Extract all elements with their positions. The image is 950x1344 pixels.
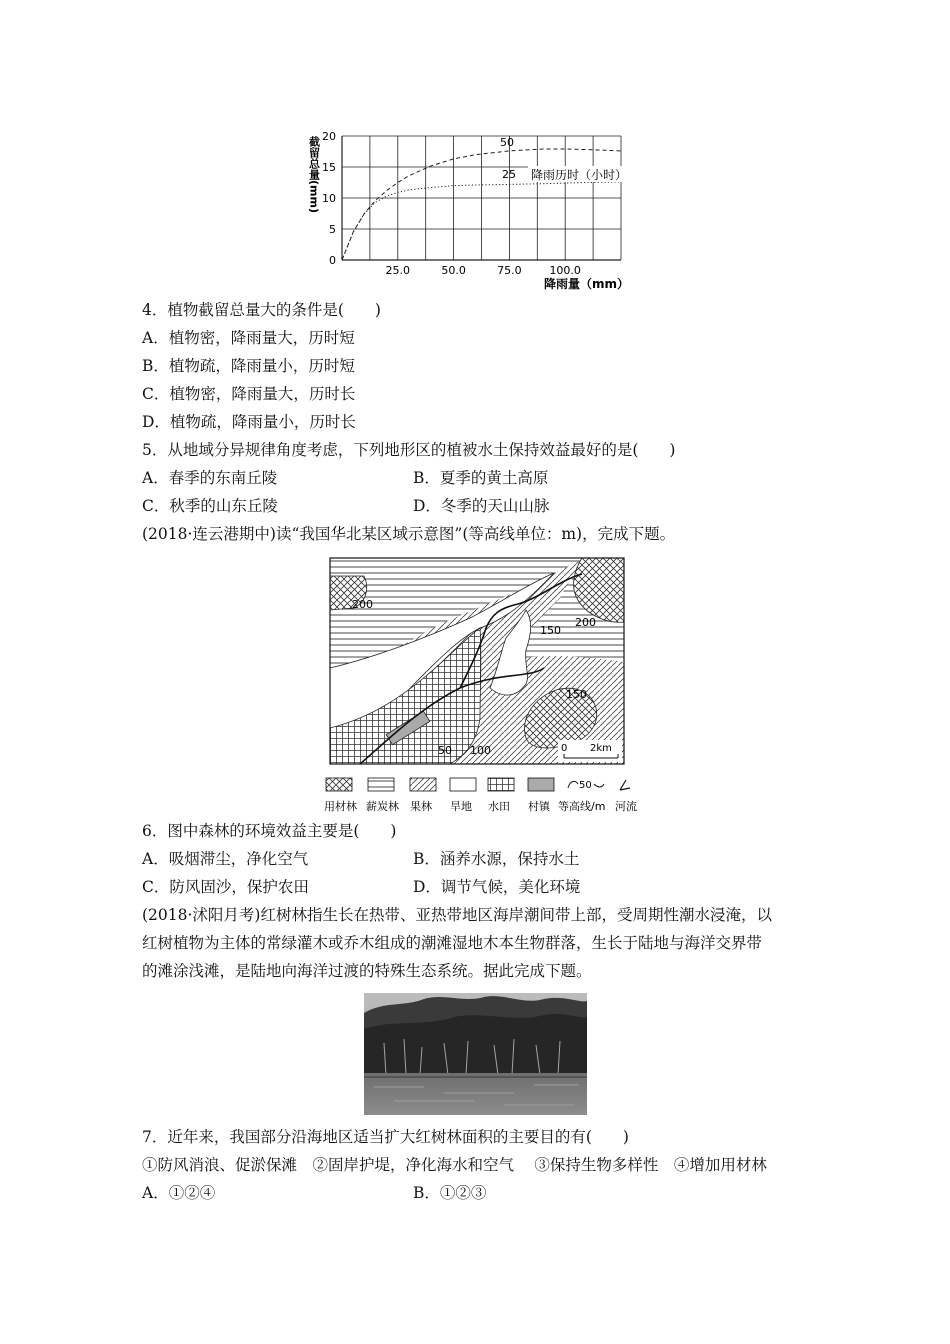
mangrove-intro-line-1: (2018·沭阳月考)红树林指生长在热带、亚热带地区海岸潮间带上部，受周期性潮水浸淹，以	[142, 906, 772, 924]
map-contour-label: 200	[575, 616, 596, 629]
map-contour-label: 150	[540, 624, 561, 637]
q5-stem: 5．从地域分异规律角度考虑，下列地形区的植被水土保持效益最好的是( )	[142, 441, 676, 459]
map-contour-label: 50	[438, 744, 452, 757]
chart-xlabel: 降雨量（mm）	[544, 277, 630, 291]
q6-option-b: B．涵养水源，保持水土	[413, 850, 580, 868]
y-tick-label: 15	[322, 161, 336, 174]
region-map	[312, 552, 642, 814]
legend-label: 水田	[488, 800, 510, 813]
map-scale-km: 2km	[590, 743, 612, 754]
q7-option-a: A．①②④	[142, 1184, 216, 1202]
series-label-50: 50	[500, 136, 514, 149]
q6-option-a: A．吸烟滞尘，净化空气	[142, 850, 309, 868]
mangrove-photo	[364, 993, 587, 1115]
x-tick-label: 25.0	[385, 264, 411, 277]
q6-option-c: C．防风固沙，保护农田	[142, 878, 309, 896]
mangrove-intro-line-2: 红树植物为主体的常绿灌木或乔木组成的潮滩湿地木本生物群落，生长于陆地与海洋交界带	[142, 934, 763, 952]
x-tick-label: 75.0	[497, 264, 522, 277]
q5-option-b: B．夏季的黄土高原	[413, 469, 549, 487]
q6-option-d: D．调节气候，美化环境	[413, 878, 581, 896]
q5-option-d: D．冬季的天山山脉	[413, 497, 550, 515]
legend-label: 薪炭林	[366, 800, 399, 813]
chart-annotation: 降雨历时（小时）	[531, 168, 628, 182]
chart-ylabel: 截留总量(mm)	[307, 136, 321, 213]
map-contour-label: 100	[470, 744, 491, 757]
q4-option-c: C．植物密，降雨量大，历时长	[142, 385, 356, 403]
mangrove-intro-line-3: 的滩涂浅滩，是陆地向海洋过渡的特殊生态系统。据此完成下题。	[142, 962, 592, 980]
map-legend	[324, 778, 637, 813]
y-tick-label: 20	[322, 130, 336, 143]
x-tick-label: 100.0	[549, 264, 581, 277]
q4-option-a: A．植物密，降雨量大，历时短	[142, 329, 355, 347]
map-contour-label: 150	[566, 688, 587, 701]
q4-option-d: D．植物疏，降雨量小，历时长	[142, 413, 356, 431]
legend-label: 果林	[410, 800, 432, 813]
y-tick-label: 0	[329, 254, 336, 267]
q7-option-b: B．①②③	[413, 1184, 487, 1202]
q4-option-b: B．植物疏，降雨量小，历时短	[142, 357, 355, 375]
legend-label: 等高线/m	[558, 800, 606, 813]
interception-chart	[300, 126, 660, 296]
y-tick-label: 5	[329, 223, 336, 236]
legend-label: 用材林	[324, 800, 357, 813]
chart-grid	[342, 136, 621, 260]
series-label-25: 25	[502, 168, 516, 181]
legend-label: 河流	[615, 800, 637, 813]
q7-stem: 7．近年来，我国部分沿海地区适当扩大红树林面积的主要目的有( )	[142, 1128, 629, 1146]
q5-option-c: C．秋季的山东丘陵	[142, 497, 278, 515]
legend-label: 旱地	[450, 800, 472, 813]
q7-choices: ①防风消浪、促淤保滩 ②固岸护堤，净化海水和空气 ③保持生物多样性 ④增加用材林	[142, 1156, 767, 1174]
y-tick-label: 10	[322, 192, 336, 205]
x-tick-label: 50.0	[441, 264, 466, 277]
legend-label: 村镇	[528, 800, 550, 813]
q5-option-a: A．春季的东南丘陵	[142, 469, 278, 487]
svg-text:50: 50	[579, 780, 592, 791]
map-contour-label: 200	[352, 598, 373, 611]
chart-ticks	[322, 130, 581, 277]
map-scale-zero: 0	[561, 743, 568, 754]
map-intro: (2018·连云港期中)读“我国华北某区域示意图”(等高线单位：m)，完成下题。	[142, 525, 676, 543]
q4-stem: 4．植物截留总量大的条件是( )	[142, 301, 381, 319]
q6-stem: 6．图中森林的环境效益主要是( )	[142, 822, 397, 840]
